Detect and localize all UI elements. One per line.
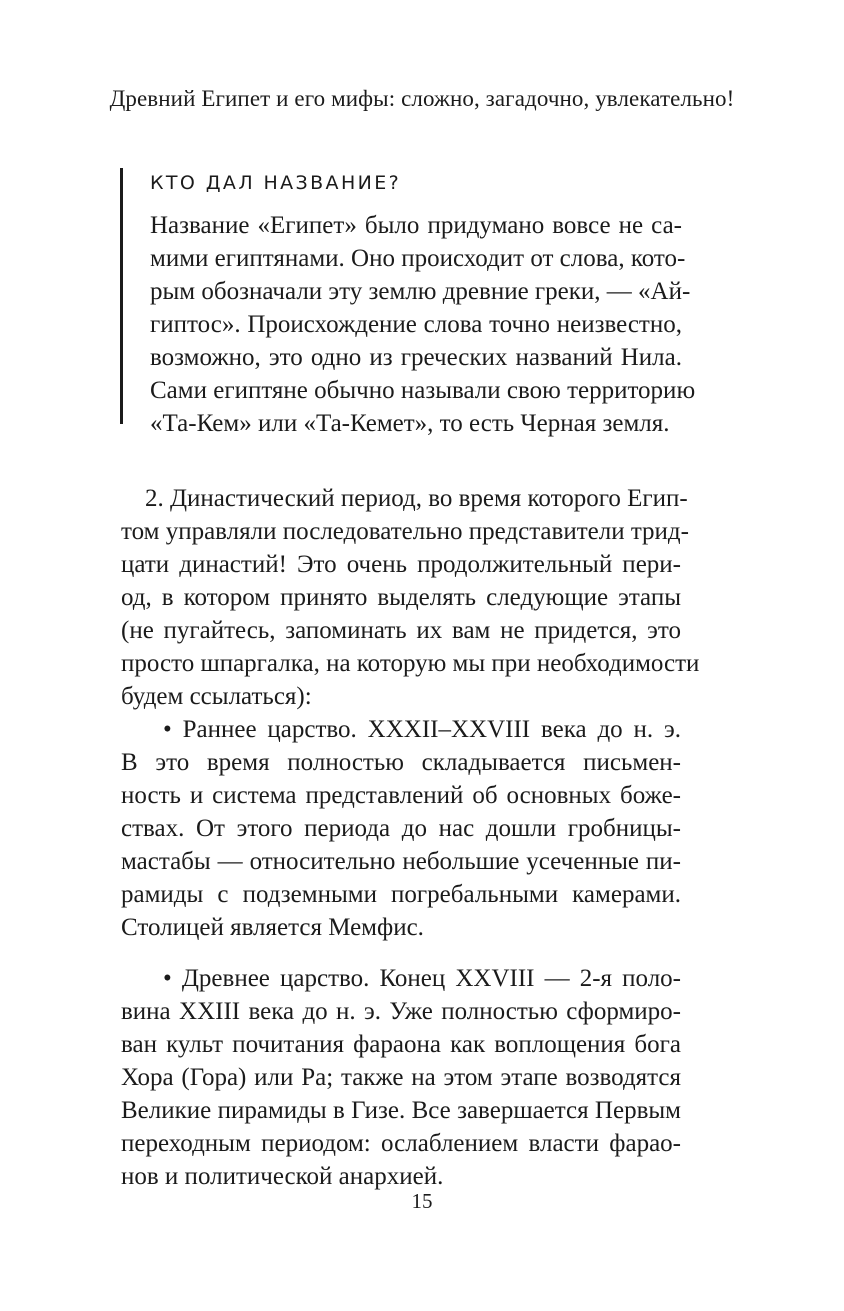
sidebar-line: гиптос». Происхождение слова точно неизвестно, [150, 311, 682, 338]
paragraph-line: 2. Династический период, во время которого Егип- [145, 485, 688, 512]
sidebar-box [120, 168, 696, 437]
paragraph-line: будем ссылаться): [121, 683, 312, 710]
paragraph-line: том управляли последовательно представители трид- [121, 518, 689, 545]
bullet-line-text: Древнее царство. Конец XXVIII — 2-я поло- [181, 965, 681, 992]
bullet-icon: • [163, 716, 172, 743]
running-head: Древний Египет и его мифы: сложно, загадочно, увлекательно! [109, 86, 735, 111]
paragraph-dynastic-period [121, 482, 700, 713]
sidebar-line: «Та-Кем» или «Та-Кемет», то есть Черная земля. [150, 410, 670, 437]
bullet-line: нов и политической анархией. [121, 1163, 444, 1190]
bullet-line: ствах. От этого периода до нас дошли гробницы- [121, 815, 681, 842]
main-text [121, 482, 700, 1193]
bullet-icon: • [163, 965, 172, 992]
bullet-line: ность и система представлений об основных боже- [121, 782, 681, 809]
paragraph-line: од, в котором принято выделять следующие этапы [121, 584, 681, 611]
bullet-line: Великие пирамиды в Гизе. Все завершается Первым [121, 1097, 681, 1124]
sidebar-line: Название «Египет» было придумано вовсе не са- [150, 212, 682, 239]
page-number: 15 [411, 1189, 433, 1213]
bullet-line [121, 962, 681, 995]
paragraph-line: просто шпаргалка, на которую мы при необходимости [121, 650, 700, 677]
bullet-old-kingdom [121, 962, 681, 1193]
bullet-line [121, 713, 681, 746]
sidebar-title: КТО ДАЛ НАЗВАНИЕ? [150, 172, 402, 194]
sidebar-line: рым обозначали эту землю древние греки, — «Ай- [150, 278, 691, 305]
sidebar-line: Сами египтяне обычно называли свою территорию [150, 377, 696, 404]
paragraph-line: цати династий! Это очень продолжительный пери- [121, 551, 681, 578]
bullet-early-kingdom [121, 713, 681, 944]
sidebar-line: возможно, это одно из греческих названий Нила. [150, 344, 682, 371]
bullet-line: Хора (Гора) или Ра; также на этом этапе возводятся [121, 1064, 681, 1091]
bullet-line: рамиды с подземными погребальными камерами. [121, 881, 681, 908]
bullet-line: мастабы — относительно небольшие усеченные пи- [121, 848, 681, 875]
bullet-line-text: Раннее царство. XXXII–XXVIII века до н. э. [182, 716, 681, 743]
sidebar-line: мими египтянами. Оно происходит от слова, кото- [150, 245, 686, 272]
paragraph-line: (не пугайтесь, запоминать их вам не придется, это [121, 617, 681, 644]
sidebar-text [150, 209, 696, 440]
bullet-line: вина XXIII века до н. э. Уже полностью сформиро- [121, 998, 681, 1025]
bullet-line: Столицей является Мемфис. [121, 914, 424, 941]
bullet-line: ван культ почитания фараона как воплощения бога [121, 1031, 681, 1058]
bullet-line: переходным периодом: ослаблением власти фарао- [121, 1130, 681, 1157]
bullet-line: В это время полностью складывается письмен- [121, 749, 681, 776]
